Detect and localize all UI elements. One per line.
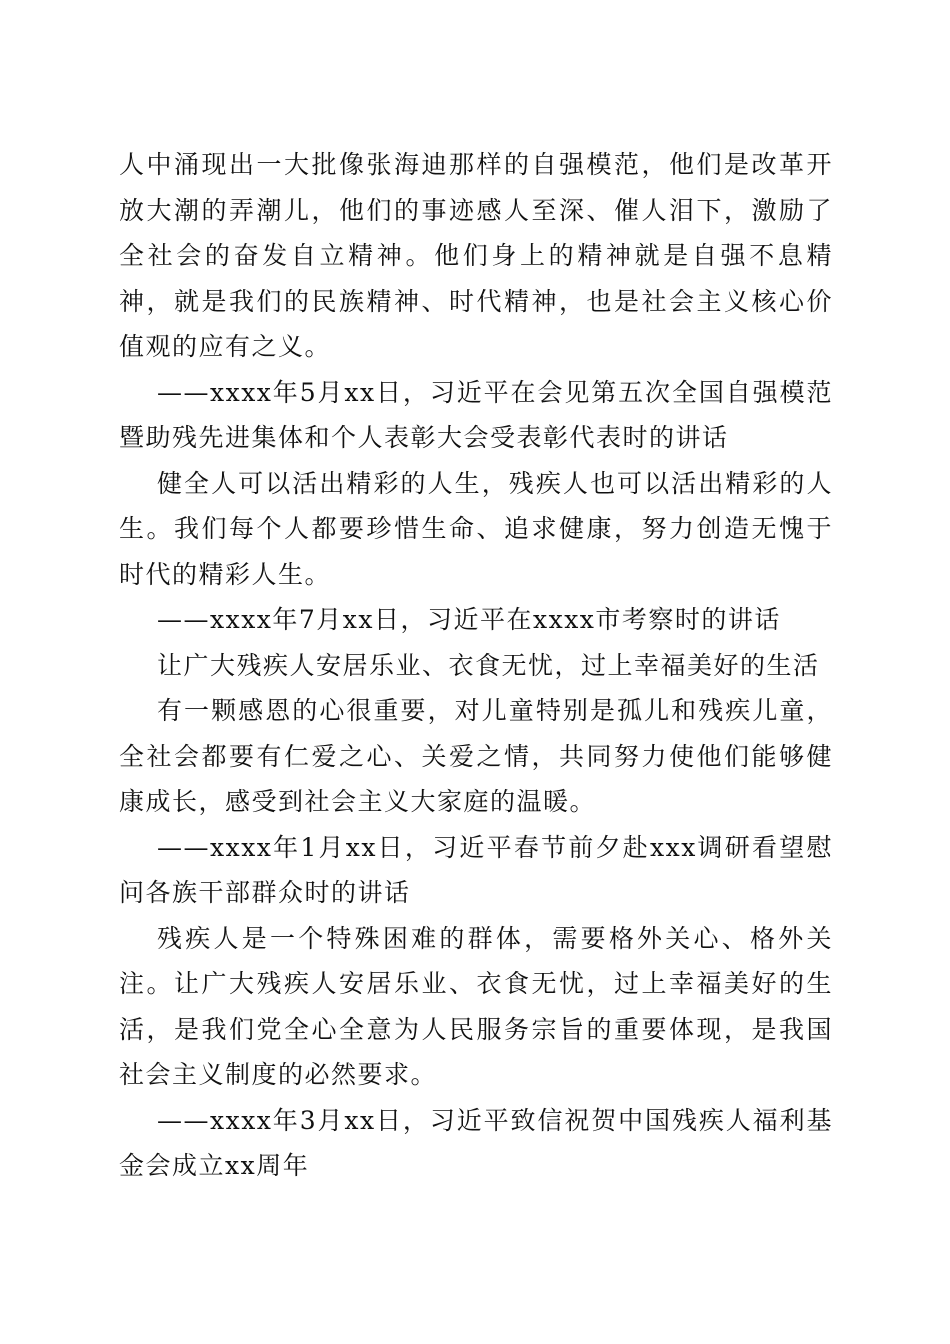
- paragraph-continuation: 人中涌现出一大批像张海迪那样的自强模范，他们是改革开放大潮的弄潮儿，他们的事迹感人至深、催人泪下，激励了全社会的奋发自立精神。他们身上的精神就是自强不息精神，就是我们的民族精神、时代精神，也是社会主义核心价值观的应有之义。: [119, 150, 833, 361]
- paragraph-source-july: ——xxxx年7月xx日，习近平在xxxx市考察时的讲话: [157, 605, 781, 634]
- paragraph-source-march: ——xxxx年3月xx日，习近平致信祝贺中国残疾人福利基金会成立xx周年: [119, 1105, 833, 1180]
- paragraph-source-may: ——xxxx年5月xx日，习近平在会见第五次全国自强模范暨助残先进集体和个人表彰大会受表彰代表时的讲话: [119, 377, 833, 452]
- document-body: [119, 142, 833, 1189]
- paragraph-source-january: ——xxxx年1月xx日，习近平春节前夕赴xxx调研看望慰问各族干部群众时的讲话: [119, 832, 833, 907]
- paragraph-heading-happy-life: 让广大残疾人安居乐业、衣食无忧，过上幸福美好的生活: [157, 650, 820, 680]
- paragraph-quote-healthy: 健全人可以活出精彩的人生，残疾人也可以活出精彩的人生。我们每个人都要珍惜生命、追求健康，努力创造无愧于时代的精彩人生。: [119, 468, 833, 589]
- paragraph-quote-special-group: 残疾人是一个特殊困难的群体，需要格外关心、格外关注。让广大残疾人安居乐业、衣食无忧，过上幸福美好的生活，是我们党全心全意为人民服务宗旨的重要体现，是我国社会主义制度的必然要求。: [119, 923, 833, 1089]
- paragraph-quote-grateful: 有一颗感恩的心很重要，对儿童特别是孤儿和残疾儿童，全社会都要有仁爱之心、关爱之情，共同努力使他们能够健康成长，感受到社会主义大家庭的温暖。: [119, 696, 833, 816]
